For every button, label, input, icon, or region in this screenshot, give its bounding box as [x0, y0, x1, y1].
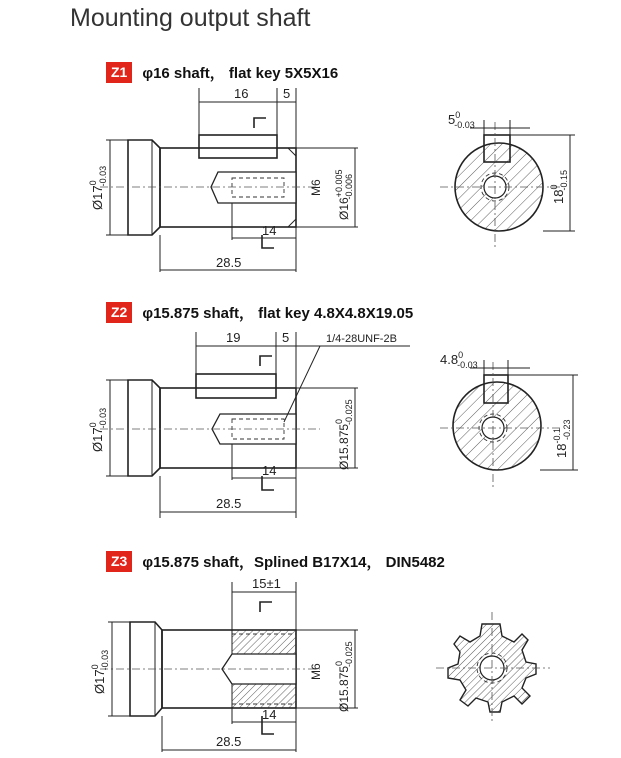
svg-text:Ø170-0.03	[88, 408, 108, 452]
dim-key-width: 4.8	[440, 352, 459, 367]
dim-shaft-length: 28.5	[216, 734, 242, 749]
svg-text:18-0.1-0.23	[552, 420, 572, 459]
dim-key-height-tol-upper: 0	[549, 184, 559, 190]
section-z2-header	[106, 302, 413, 322]
svg-text:Ø170-0.03	[90, 650, 110, 694]
shaft-flange	[128, 380, 160, 476]
dim-key-length: 16	[234, 86, 249, 101]
dim-thread-depth: 14	[262, 707, 277, 722]
shaft-flange	[128, 140, 160, 235]
section-z1-title: φ16 shaft， flat key 5X5X16	[142, 64, 339, 82]
dim-thread-label: M6	[309, 179, 323, 196]
dim-key-offset: 5	[282, 330, 290, 345]
dim-key-height-tol-lower: -0.23	[562, 419, 572, 441]
section-z1-badge: Z1	[106, 62, 132, 83]
section-z3-badge: Z3	[106, 551, 132, 572]
section-z1-drawing	[0, 80, 621, 280]
dim-right-dia: Ø16	[337, 197, 351, 220]
svg-text:180-0.15	[549, 170, 569, 204]
dim-left-tol-lower: -0.03	[98, 165, 108, 187]
dim-thread-depth: 14	[262, 223, 277, 238]
dim-right-tol-upper: 0	[334, 418, 344, 424]
dim-right-dia: Ø15.875	[337, 423, 351, 470]
dim-key-length: 19	[226, 330, 241, 345]
section-z1-header	[106, 62, 338, 82]
section-z2-title: φ15.875 shaft， flat key 4.8X4.8X19.05	[142, 304, 414, 322]
page-title: Mounting output shaft	[70, 4, 311, 32]
dim-right-tol-lower: -0.025	[344, 399, 354, 425]
dim-key-width-tol-lower: -0.03	[457, 360, 478, 370]
section-z3-drawing	[0, 572, 621, 758]
dim-key-width-tol-lower: -0.03	[454, 120, 475, 130]
dim-spline-length: 15±1	[252, 576, 281, 591]
dim-left-dia: Ø17	[92, 669, 107, 694]
dim-right-tol-lower: -0.006	[344, 174, 354, 200]
svg-text:Ø15.8750-0.025	[334, 399, 354, 470]
dim-key-height-tol-upper: -0.1	[552, 428, 562, 444]
dim-left-tol-lower: -0.03	[98, 407, 108, 429]
dim-left-tol-upper: 0	[88, 422, 98, 428]
dim-key-width-tol-upper: 0	[455, 110, 461, 120]
threaded-hole	[211, 172, 296, 203]
dim-left-dia: Ø17	[90, 427, 105, 452]
flat-key	[196, 374, 276, 398]
dim-right-tol-lower: -0.025	[344, 641, 354, 667]
svg-text:Ø16+0.005-0.006	[334, 170, 354, 220]
dim-key-height: 18	[554, 443, 569, 458]
svg-text:Ø170-0.03	[88, 166, 108, 210]
flat-key	[199, 135, 277, 158]
dim-shaft-length: 28.5	[216, 496, 242, 511]
dim-key-offset: 5	[283, 86, 291, 101]
dim-key-width: 5	[448, 112, 456, 127]
dim-key-height-tol-lower: -0.15	[559, 170, 569, 191]
dim-key-width-tol-upper: 0	[458, 350, 464, 360]
dim-right-tol-upper: +0.005	[334, 169, 344, 198]
dim-key-height: 18	[551, 189, 566, 204]
dim-thread-depth: 14	[262, 463, 277, 478]
section-z2-badge: Z2	[106, 302, 132, 323]
dim-left-tol-lower: -0.03	[100, 649, 110, 671]
section-z3-header	[106, 551, 445, 571]
section-z2-drawing	[0, 322, 621, 532]
dim-shaft-length: 28.5	[216, 255, 242, 270]
svg-text:50-0.03	[448, 110, 475, 130]
dim-right-dia: Ø15.875	[337, 665, 351, 712]
dim-left-tol-upper: 0	[90, 664, 100, 670]
svg-text:Ø15.8750-0.025	[334, 641, 354, 712]
svg-text:4.80-0.03	[440, 350, 478, 370]
thread-note: 1/4-28UNF-2B	[326, 333, 397, 345]
dim-right-tol-upper: 0	[334, 660, 344, 666]
dim-left-tol-upper: 0	[88, 180, 98, 186]
dim-left-dia: Ø17	[90, 185, 105, 210]
dim-thread-label: M6	[309, 663, 323, 680]
section-z3-title: φ15.875 shaft，Splined B17X14， DIN5482	[142, 553, 445, 571]
